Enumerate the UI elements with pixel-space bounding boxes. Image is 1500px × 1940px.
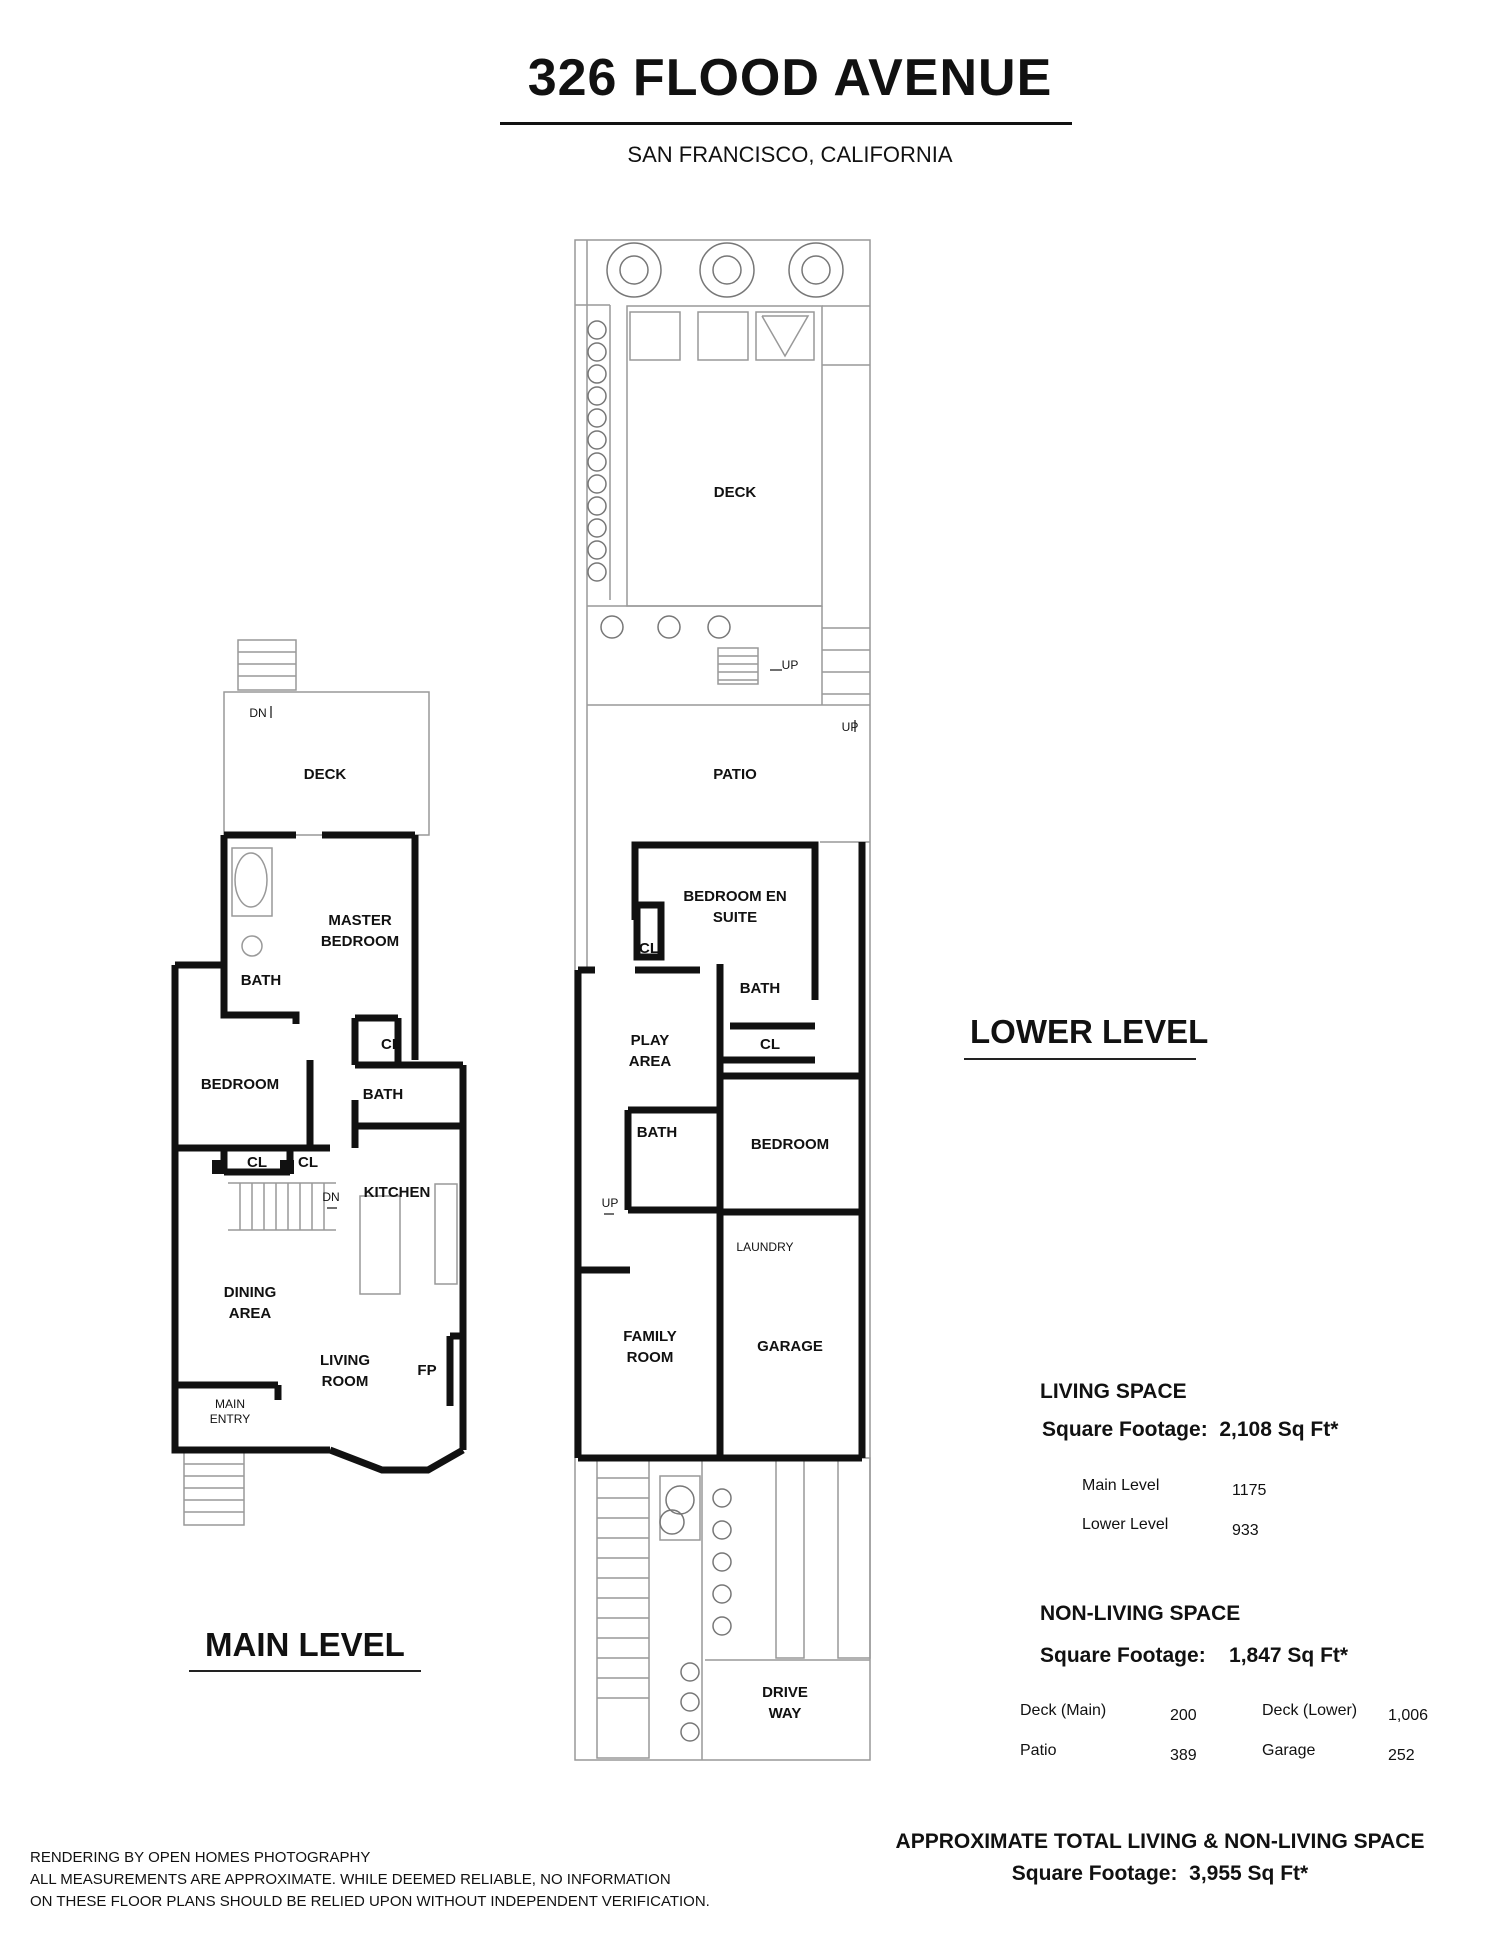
down-label: DN — [249, 706, 267, 720]
non-living-item-value: 252 — [1388, 1747, 1415, 1764]
down-label: DN — [322, 1190, 340, 1204]
living-item-value: 933 — [1232, 1522, 1259, 1539]
main-deck-label: DECK — [303, 766, 347, 783]
fireplace-label: FP — [417, 1362, 437, 1379]
lower-closet-label: CL — [760, 1036, 780, 1053]
living-room-label: LIVING ROOM — [319, 1352, 370, 1390]
footer-line: RENDERING BY OPEN HOMES PHOTOGRAPHY — [30, 1849, 371, 1866]
non-living-space-sqft: Square Footage: 1,847 Sq Ft* — [1040, 1644, 1349, 1667]
tree — [607, 243, 661, 297]
footer-disclaimer — [30, 1847, 710, 1913]
lower-bath-label: BATH — [636, 1124, 678, 1141]
lower-deck-label: DECK — [713, 484, 757, 501]
footer-line: ON THESE FLOOR PLANS SHOULD BE RELIED UPON WITHOUT INDEPENDENT VERIFICATION. — [30, 1893, 710, 1910]
main-bath-label: BATH — [240, 972, 282, 989]
total-space-heading: APPROXIMATE TOTAL LIVING & NON-LIVING SPACE — [895, 1830, 1425, 1853]
up-label: UP — [841, 720, 859, 734]
tree — [700, 243, 754, 297]
non-living-item-value: 1,006 — [1388, 1707, 1429, 1724]
garage-label: GARAGE — [757, 1338, 823, 1355]
main-entry-label: MAIN ENTRY — [209, 1397, 251, 1426]
living-item-value: 1175 — [1232, 1482, 1267, 1499]
main-level-heading: MAIN LEVEL — [205, 1626, 405, 1663]
up-label: UP — [781, 658, 799, 672]
main-wall — [224, 835, 296, 1024]
tree — [789, 243, 843, 297]
patio-label: PATIO — [713, 766, 757, 783]
non-living-item-label: Deck (Main) — [1020, 1702, 1107, 1719]
non-living-item-label: Patio — [1020, 1742, 1057, 1759]
lower-bath-label: BATH — [739, 980, 781, 997]
main-closet-label: CL — [298, 1154, 318, 1171]
main-bedroom-label: BEDROOM — [200, 1076, 280, 1093]
page-subtitle: SAN FRANCISCO, CALIFORNIA — [627, 142, 953, 167]
lower-level-underline — [964, 1058, 1196, 1060]
footer-line: ALL MEASUREMENTS ARE APPROXIMATE. WHILE DEEMED RELIABLE, NO INFORMATION — [30, 1871, 671, 1888]
up-label: UP — [601, 1196, 619, 1210]
lower-bedroom-label: BEDROOM — [750, 1136, 830, 1153]
main-closet-label: CL — [381, 1036, 401, 1053]
planter-box — [630, 312, 680, 360]
driveway-label: DRIVE WAY — [762, 1684, 808, 1722]
lower-level-heading: LOWER LEVEL — [970, 1013, 1209, 1050]
lower-deck-outline — [627, 306, 822, 606]
non-living-item-label: Deck (Lower) — [1262, 1702, 1358, 1719]
master-bedroom-label: MASTER BEDROOM — [320, 912, 400, 950]
non-living-item-label: Garage — [1262, 1742, 1316, 1759]
kitchen-label: KITCHEN — [363, 1184, 431, 1201]
bedroom-en-suite-label: BEDROOM EN SUITE — [683, 888, 787, 926]
dining-area-label: DINING AREA — [223, 1284, 277, 1322]
non-living-item-value: 389 — [1170, 1747, 1197, 1764]
main-deck-stair — [238, 640, 296, 690]
main-level-underline — [189, 1670, 421, 1672]
main-closet-label: CL — [247, 1154, 267, 1171]
total-space-sqft: Square Footage: 3,955 Sq Ft* — [1011, 1862, 1309, 1885]
play-area-label: PLAY AREA — [628, 1032, 672, 1070]
living-space-heading: LIVING SPACE — [1040, 1380, 1187, 1403]
planter-box — [698, 312, 748, 360]
living-item-label: Main Level — [1082, 1477, 1160, 1494]
living-item-label: Lower Level — [1082, 1516, 1169, 1533]
non-living-space-heading: NON-LIVING SPACE — [1040, 1602, 1241, 1625]
non-living-item-value: 200 — [1170, 1707, 1197, 1724]
planter-triangle — [762, 316, 808, 356]
family-room-label: FAMILY ROOM — [623, 1328, 677, 1366]
laundry-label: LAUNDRY — [736, 1240, 794, 1254]
living-space-sqft: Square Footage: 2,108 Sq Ft* — [1042, 1418, 1339, 1441]
lower-closet-label: CL — [639, 940, 659, 957]
page-title: 326 FLOOD AVENUE — [527, 49, 1053, 107]
main-bath-label: BATH — [362, 1086, 404, 1103]
